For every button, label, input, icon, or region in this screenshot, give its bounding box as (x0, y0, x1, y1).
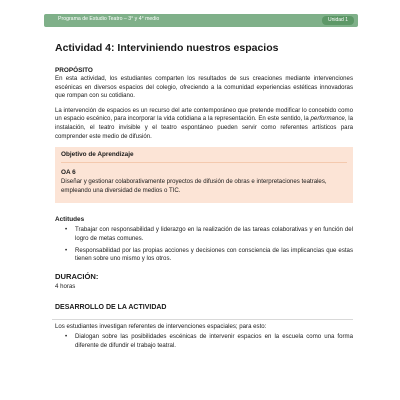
performance-term: performance (310, 115, 345, 123)
duration-value: 4 horas (55, 282, 76, 290)
attitudes-list (55, 226, 353, 263)
attitude-text: Responsabilidad por las propias acciones y decisiones con consciencia de las implicancias que estas tienen sobre uno mismo y los otros. (75, 246, 353, 263)
main-content (55, 42, 353, 359)
objective-text: Diseñar y gestionar colaborativamente proyectos de difusión de obras e interpretaciones teatrales, empleando una diversidad de medios o TIC. (61, 178, 327, 194)
purpose-paragraph-1: En esta actividad, los estudiantes comparten los resultados de sus creaciones mediante intervenciones escénicas en diversos espacios del colegio, ofreciendo a la comunidad experiencias estéticas innovadoras que rompan con su cotidiano. (55, 75, 353, 100)
development-step-text: Dialogan sobre las posibilidades escénicas de intervenir espacios en la escuela como una forma diferente de difundir el trabajo teatral. (75, 333, 353, 349)
development-label: DESARROLLO DE LA ACTIVIDAD (55, 303, 167, 311)
list-item (55, 226, 353, 243)
purpose-label: PROPÓSITO (55, 67, 93, 74)
unit-badge: Unidad 1 (322, 16, 354, 25)
attitudes-label: Actitudes (55, 216, 85, 224)
purpose-paragraph-2 (55, 107, 353, 141)
learning-objective-box (55, 147, 353, 203)
development-intro: Los estudiantes investigan referentes de intervenciones espaciales; para esto: (55, 322, 267, 330)
list-item (55, 333, 353, 350)
program-title: Programa de Estudio Teatro – 3° y 4° medio (58, 16, 160, 22)
purpose-paragraph-2-end: , la instalación, el teatro invisible y el teatro espontáneo pueden servir como referentes artísticos para comprender este medio de difusión. (55, 115, 353, 140)
attitude-text: Trabajar con responsabilidad y liderazgo en la realización de las tareas colaborativas y en función del logro de metas comunes. (75, 226, 353, 242)
page-header-band (44, 14, 358, 27)
bullet-icon: • (65, 226, 68, 234)
development-list (55, 333, 353, 350)
duration-label: DURACIÓN: (55, 271, 99, 281)
objective-code: OA 6 (61, 169, 76, 177)
purpose-paragraph-2-start: La intervención de espacios es un recurso del arte contemporáneo que pretende modificar lo concebido como un espacio escénico, para incorporar la vida cotidiana a la representación. En este sentido, la (55, 106, 353, 123)
learning-objective-header: Objetivo de Aprendizaje (61, 151, 347, 163)
bullet-icon: • (65, 333, 68, 341)
development-box (52, 319, 353, 351)
activity-title: Actividad 4: Interviniendo nuestros espacios (55, 42, 279, 54)
list-item (55, 247, 353, 264)
bullet-icon: • (65, 246, 68, 254)
